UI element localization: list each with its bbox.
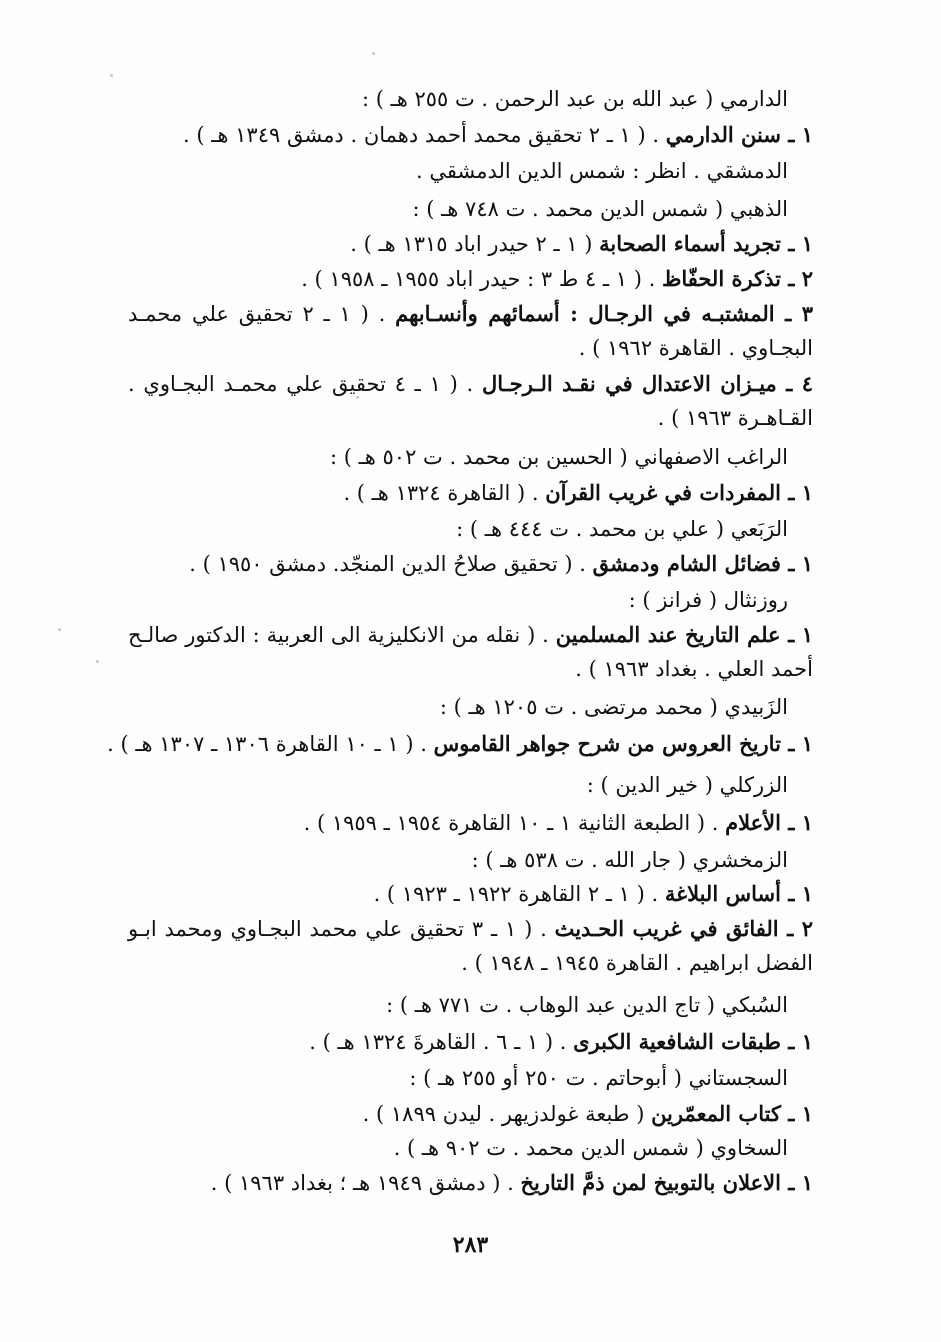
book-title: ١ ـ سنن الدارمي [665, 122, 813, 147]
author-heading: الزركلي ( خير الدين ) : [586, 773, 788, 797]
bibliography-entry [107, 727, 813, 761]
scan-speck [96, 660, 99, 663]
author-heading: الزمخشري ( جار الله . ت ٥٣٨ هـ ) : [471, 848, 788, 872]
bibliography-entry [128, 877, 813, 911]
author-heading: الزَبيدي ( محمد مرتضى . ت ١٢٠٥ هـ ) : [439, 695, 788, 719]
author-heading: الراغب الاصفهاني ( الحسين بن محمد . ت ٥٠٢ هـ ) : [329, 445, 788, 469]
book-details: . ( ١ ـ ٤ تحقيق علي محمـد البجـاوي . القـاهـرة ١٩٦٣ ) . [128, 372, 813, 430]
book-details: . ( تحقيق صلاحُ الدين المنجّد. دمشق ١٩٥٠ ) . [189, 552, 593, 576]
book-details: . ( ١ ـ ١٠ القاهرة ١٣٠٦ ـ ١٣٠٧ هـ ) . [107, 732, 434, 756]
book-title: ٢ ـ تذكرة الحفّاظ [661, 266, 813, 291]
book-details: . ( ١ ـ ٣ تحقيق علي محمد البجـاوي ومحمد ابـو الفضل ابراهيم . القاهرة ١٩٤٥ ـ ١٩٤٨ ) . [128, 917, 813, 975]
bibliography-entry [128, 297, 813, 365]
bibliography-entry [128, 118, 813, 152]
scan-speck [58, 628, 61, 631]
bibliography-entry [128, 806, 813, 840]
bibliography-entry [128, 227, 813, 261]
author-heading: السجستاني ( أبوحاتم . ت ٢٥٠ أو ٢٥٥ هـ ) : [409, 1066, 788, 1090]
bibliography-entry [128, 367, 813, 435]
author-heading: الدارمي ( عبد الله بن عبد الرحمن . ت ٢٥٥ هـ ) : [361, 87, 788, 111]
bibliography-entry [128, 547, 813, 581]
bibliography-entry [128, 476, 813, 510]
bibliography-entry [128, 618, 813, 686]
author-heading: الذهبي ( شمس الدين محمد . ت ٧٤٨ هـ ) : [412, 197, 788, 221]
book-title: ١ ـ الاعلان بالتوبيخ لمن ذمَّ التاريخ [520, 1170, 813, 1195]
book-title: ١ ـ تاريخ العروس من شرح جواهر القاموس [433, 731, 813, 756]
author-heading: الرَبَعي ( علي بن محمد . ت ٤٤٤ هـ ) : [456, 517, 788, 541]
page-number: ٢٨٣ [452, 1232, 489, 1258]
book-title: ١ ـ تجريد أسماء الصحابة [599, 231, 813, 256]
book-title: ١ ـ علم التاريخ عند المسلمين [555, 622, 814, 647]
book-details: . ( ١ ـ ٢ تحقيق علي محمـد البجـاوي . القاهرة ١٩٦٢ ) . [128, 302, 813, 360]
book-title: ٣ ـ المشتبـه في الرجـال : أسمائهم وأنسـابهم [395, 301, 813, 326]
scan-speck [110, 74, 113, 77]
book-title: ١ ـ فضائل الشام ودمشق [592, 551, 813, 576]
book-details: . ( نقله من الانكليزية الى العربية : الدكتور صالـح أحمد العلي . بغداد ١٩٦٣ ) . [128, 623, 813, 681]
bibliography-entry [128, 912, 813, 980]
book-title: ١ ـ المفردات في غريب القرآن [545, 480, 813, 505]
bibliography-entry [128, 262, 813, 296]
author-heading: روزنثال ( فرانز ) : [628, 588, 788, 612]
book-title: ٤ ـ ميـزان الاعتدال في نقـد الـرجـال [481, 371, 813, 396]
scan-speck [356, 396, 359, 399]
bibliography-entry [128, 1025, 813, 1059]
book-details: ( ١ ـ ٢ حيدر اباد ١٣١٥ هـ ) . [350, 232, 600, 256]
book-title: ١ ـ أساس البلاغة [664, 881, 813, 906]
book-details: . ( ١ ـ ٢ تحقيق محمد أحمد دهمان . دمشق ١٣٤٩ هـ ) . [183, 123, 666, 147]
author-heading: الدمشقي . انظر : شمس الدين الدمشقي . [416, 159, 788, 183]
book-title: ١ ـ الأعلام [725, 810, 813, 835]
book-title: ١ ـ طبقات الشافعية الكبرى [573, 1029, 813, 1054]
book-details: . ( الطبعة الثانية ١ ـ ١٠ القاهرة ١٩٥٤ ـ ١٩٥٩ ) . [303, 811, 726, 835]
book-details: . ( ١ ـ ٦ . القاهرةَ ١٣٢٤ هـ ) . [309, 1030, 574, 1054]
bibliography-entry [128, 1097, 813, 1131]
book-title: ٢ ـ الفائق في غريب الحـديث [554, 916, 813, 941]
book-details: . ( القاهرة ١٣٢٤ هـ ) . [343, 481, 546, 505]
book-details: . ( ١ ـ ٢ القاهرة ١٩٢٢ ـ ١٩٢٣ ) . [373, 882, 665, 906]
scan-speck [372, 52, 375, 55]
book-details: . ( دمشق ١٩٤٩ هـ ؛ بغداد ١٩٦٣ ) . [210, 1171, 521, 1195]
author-heading: السُبكي ( تاج الدين عبد الوهاب . ت ٧٧١ هـ ) : [386, 993, 788, 1017]
book-details: ( طبعة غولدزيهر . ليدن ١٨٩٩ ) . [362, 1102, 652, 1126]
book-details: . ( ١ ـ ٤ ط ٣ : حيدر اباد ١٩٥٥ ـ ١٩٥٨ ) . [301, 267, 662, 291]
author-heading: السخاوي ( شمس الدين محمد . ت ٩٠٢ هـ ) . [393, 1136, 788, 1160]
book-title: ١ ـ كتاب المعمّرين [651, 1101, 813, 1126]
bibliography-entry [128, 1166, 813, 1200]
